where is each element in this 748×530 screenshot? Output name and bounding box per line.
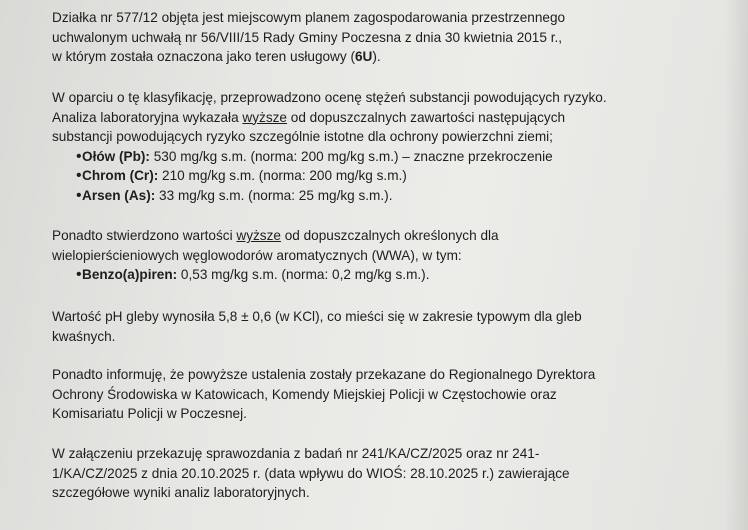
- substance-value: 0,53 mg/kg s.m. (norma: 0,2 mg/kg s.m.).: [177, 267, 430, 282]
- substance-value: 210 mg/kg s.m. (norma: 200 mg/kg s.m.): [158, 168, 407, 183]
- text-line: Komisariatu Policji w Poczesnej.: [52, 406, 247, 421]
- text-line: Wartość pH gleby wynosiła 5,8 ± 0,6 (w KCl), co mieści się w zakresie typowym dla gleb: [52, 309, 582, 324]
- text-fragment: od dopuszczalnych określonych dla: [280, 228, 499, 243]
- text-line: Ponadto informuję, że powyższe ustalenia zostały przekazane do Regionalnego Dyrektora: [52, 367, 596, 382]
- list-item: [52, 265, 742, 285]
- wwa-list: [52, 265, 742, 285]
- paragraph-wwa: [52, 226, 742, 285]
- text-fragment: ).: [372, 49, 381, 64]
- text-fragment: Ponadto stwierdzono wartości: [52, 228, 237, 243]
- paragraph-ph: [52, 307, 742, 346]
- paragraph-notification: [52, 365, 742, 424]
- substance-name: Ołów (Pb):: [82, 148, 150, 164]
- paragraph-attachments: [52, 444, 742, 503]
- text-fragment: Analiza laboratoryjna wykazała: [52, 109, 243, 125]
- page-edge-shadow: [724, 0, 748, 530]
- text-line: [52, 47, 742, 67]
- substance-list: [52, 147, 742, 206]
- text-line: Działka nr 577/12 objęta jest miejscowym planem zagospodarowania przestrzennego: [52, 10, 566, 25]
- zoning-code: 6U: [354, 49, 373, 64]
- text-line: kwaśnych.: [52, 328, 116, 344]
- substance-name: Arsen (As):: [82, 187, 156, 203]
- paragraph-risk-assessment: [52, 88, 742, 205]
- underlined-word: wyższe: [236, 228, 281, 243]
- substance-name: Benzo(a)piren:: [82, 267, 178, 282]
- text-line: W załączeniu przekazuję sprawozdania z badań nr 241/KA/CZ/2025 oraz nr 241-: [52, 446, 540, 461]
- substance-value: 33 mg/kg s.m. (norma: 25 mg/kg s.m.).: [155, 187, 393, 203]
- text-line: wielopierścieniowych węglowodorów aromatycznych (WWA), w tym:: [52, 247, 462, 263]
- text-line: 1/KA/CZ/2025 z dnia 20.10.2025 r. (data wpływu do WIOŚ: 28.10.2025 r.) zawierające: [52, 465, 570, 481]
- underlined-word: wyższe: [242, 109, 287, 125]
- text-line: Ochrony Środowiska w Katowicach, Komendy Miejskiej Policji w Częstochowie oraz: [52, 386, 557, 402]
- text-fragment: w którym została oznaczona jako teren usługowy (: [52, 49, 355, 64]
- paragraph-zoning-plan: [52, 8, 742, 67]
- list-item: [52, 166, 742, 186]
- list-item: [52, 186, 742, 206]
- text-line: uchwalonym uchwałą nr 56/VIII/15 Rady Gminy Poczesna z dnia 30 kwietnia 2015 r.,: [52, 29, 563, 45]
- text-line: substancji powodujących ryzyko szczególnie istotne dla ochrony powierzchni ziemi;: [52, 129, 553, 144]
- text-line: [52, 108, 742, 128]
- text-line: szczegółowe wyniki analiz laboratoryjnych.: [52, 485, 310, 500]
- substance-value: 530 mg/kg s.m. (norma: 200 mg/kg s.m.) – znaczne przekroczenie: [149, 148, 553, 164]
- substance-name: Chrom (Cr):: [82, 168, 159, 183]
- list-item: [52, 147, 742, 167]
- text-line: [52, 226, 742, 246]
- text-line: W oparciu o tę klasyfikację, przeprowadzono ocenę stężeń substancji powodujących ryzyko.: [52, 90, 607, 105]
- text-fragment: od dopuszczalnych zawartości następujących: [287, 109, 566, 125]
